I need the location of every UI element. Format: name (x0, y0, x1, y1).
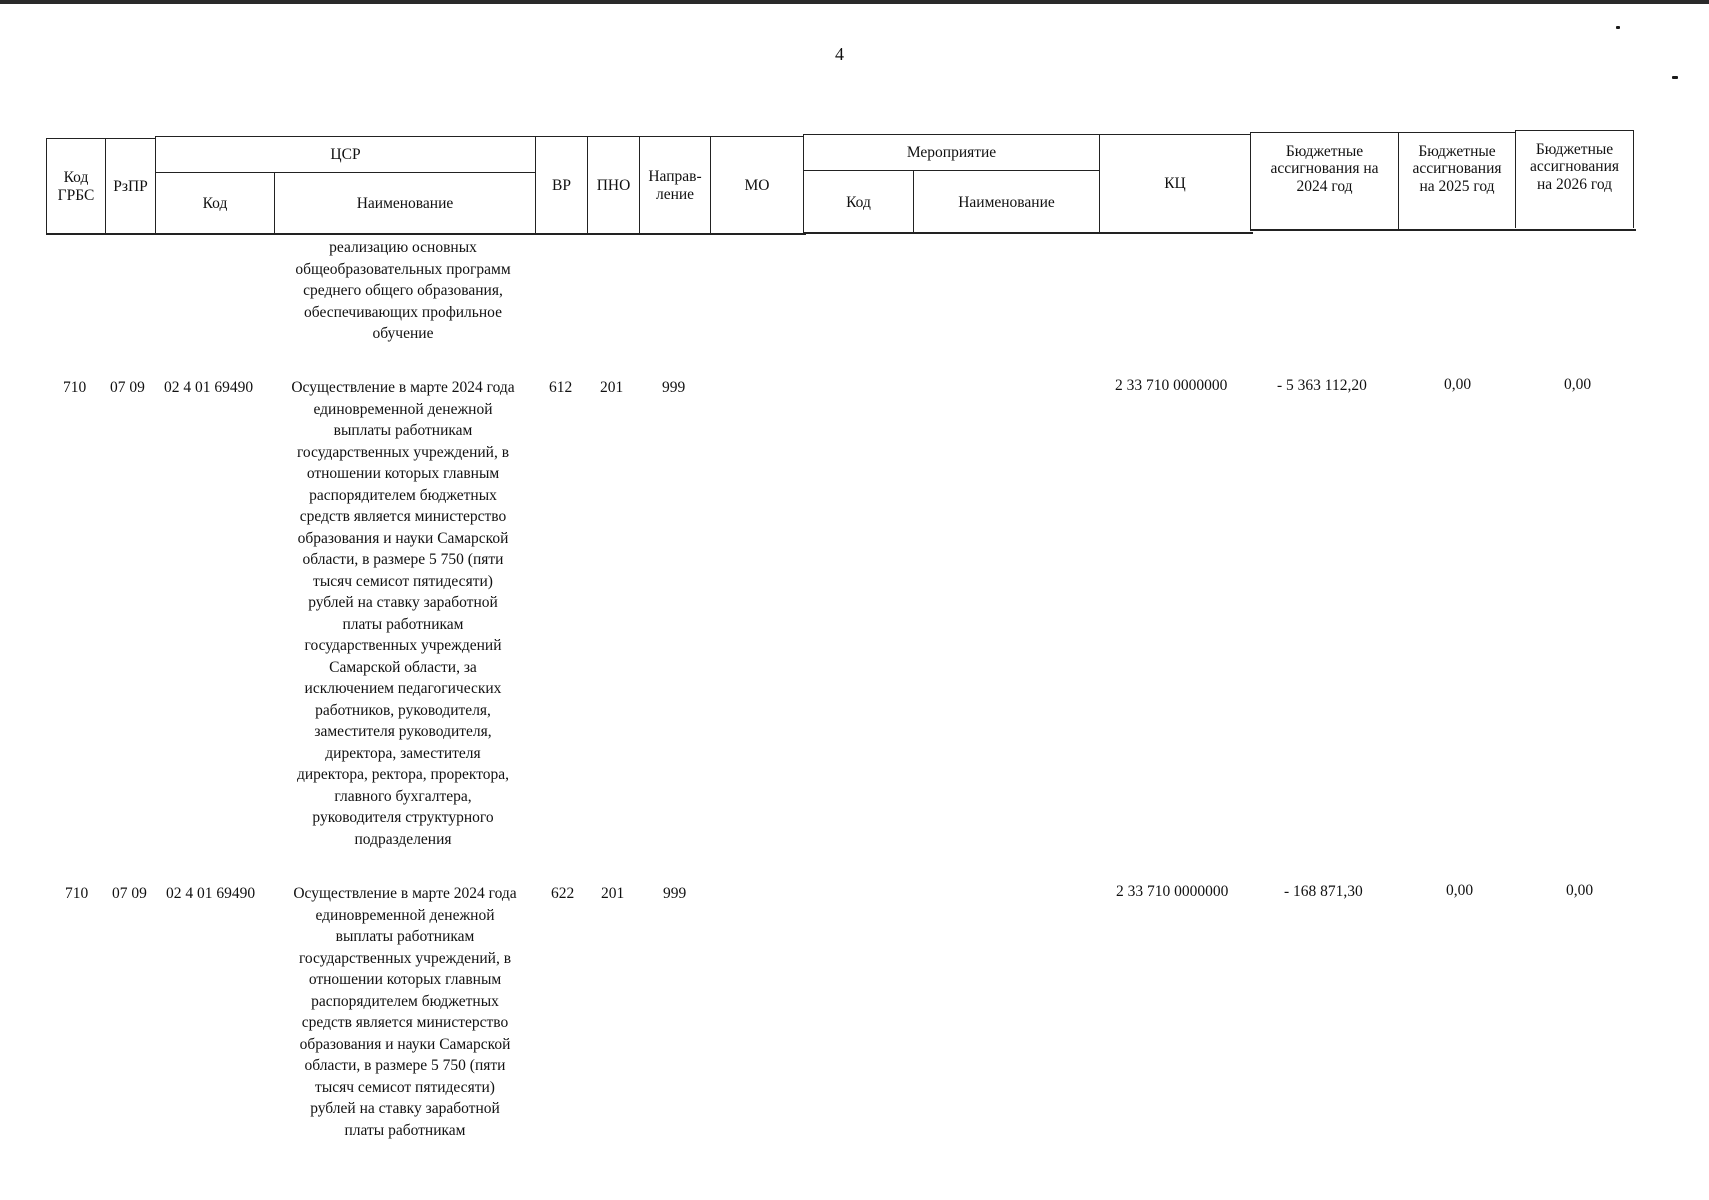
header-pno: ПНО (587, 136, 639, 234)
header-mer-name: Наименование (913, 170, 1099, 234)
header-b2026: Бюджетные ассигнования на 2026 год (1515, 130, 1634, 228)
scan-speck (1616, 26, 1620, 29)
continuation-description: реализацию основных общеобразовательных программ среднего общего образования, обеспечивающих профильное обучение (295, 239, 511, 342)
cell-napravlenie: 999 (662, 379, 686, 396)
header-kc: КЦ (1099, 134, 1250, 232)
cell-rzpr: 07 09 (112, 885, 147, 902)
cell-b2024: - 168 871,30 (1284, 883, 1363, 900)
header-kod-grbs: Код ГРБС (46, 138, 105, 234)
header-mer-kod: Код (803, 170, 913, 234)
cell-csr: 02 4 01 69490 (166, 885, 256, 902)
cell-name: Осуществление в марте 2024 года единовременной денежной выплаты работникам государственных учреждений, в отношении которых главным распорядителем бюджетных средств является министерство образования и науки Самарской области, в размере 5 750 (пяти тысяч семисот пятидесяти) рублей на ставку заработной платы работникам государственных учреждений Самарской области, за исключением педагогических работников, руководителя, заместителя руководителя, директора, заместителя директора, ректора, проректора, главного бухгалтера, руководителя структурного подразделения (291, 379, 515, 848)
cell-pno: 201 (600, 379, 624, 396)
cell-kc: 2 33 710 0000000 (1116, 883, 1229, 900)
cell-b2025: 0,00 (1446, 882, 1474, 899)
header-napravlenie: Направ-ление (639, 136, 710, 234)
scan-speck (1672, 76, 1678, 79)
header-bottom-rule (803, 232, 1253, 234)
cell-vr: 622 (551, 885, 575, 902)
page-number: 4 (835, 44, 844, 64)
header-csr: ЦСР (155, 136, 535, 172)
cell-rzpr: 07 09 (110, 379, 145, 396)
header-rzpr: РзПР (105, 138, 155, 234)
header-csr-kod: Код (155, 172, 274, 234)
header-b2025: Бюджетные ассигнования на 2025 год (1398, 132, 1515, 230)
header-b2024: Бюджетные ассигнования на 2024 год (1250, 132, 1398, 230)
header-bottom-rule (1250, 229, 1636, 231)
header-vr: ВР (535, 136, 587, 234)
cell-csr: 02 4 01 69490 (164, 379, 254, 396)
header-csr-name: Наименование (274, 172, 535, 234)
cell-b2025: 0,00 (1444, 376, 1472, 393)
cell-grbs: 710 (63, 379, 87, 396)
header-mo: МО (710, 136, 803, 234)
cell-vr: 612 (549, 379, 573, 396)
cell-kc: 2 33 710 0000000 (1115, 377, 1228, 394)
cell-b2024: - 5 363 112,20 (1277, 377, 1367, 394)
cell-grbs: 710 (65, 885, 89, 902)
cell-b2026: 0,00 (1564, 376, 1592, 393)
cell-napravlenie: 999 (663, 885, 687, 902)
scan-top-edge (0, 0, 1709, 4)
header-meropriyatie: Мероприятие (803, 134, 1099, 170)
cell-name: Осуществление в марте 2024 года единовременной денежной выплаты работникам государственных учреждений, в отношении которых главным распорядителем бюджетных средств является министерство образования и науки Самарской области, в размере 5 750 (пяти тысяч семисот пятидесяти) рублей на ставку заработной платы работникам (293, 885, 517, 1139)
header-bottom-rule (46, 233, 806, 235)
cell-b2026: 0,00 (1566, 882, 1594, 899)
cell-pno: 201 (601, 885, 625, 902)
